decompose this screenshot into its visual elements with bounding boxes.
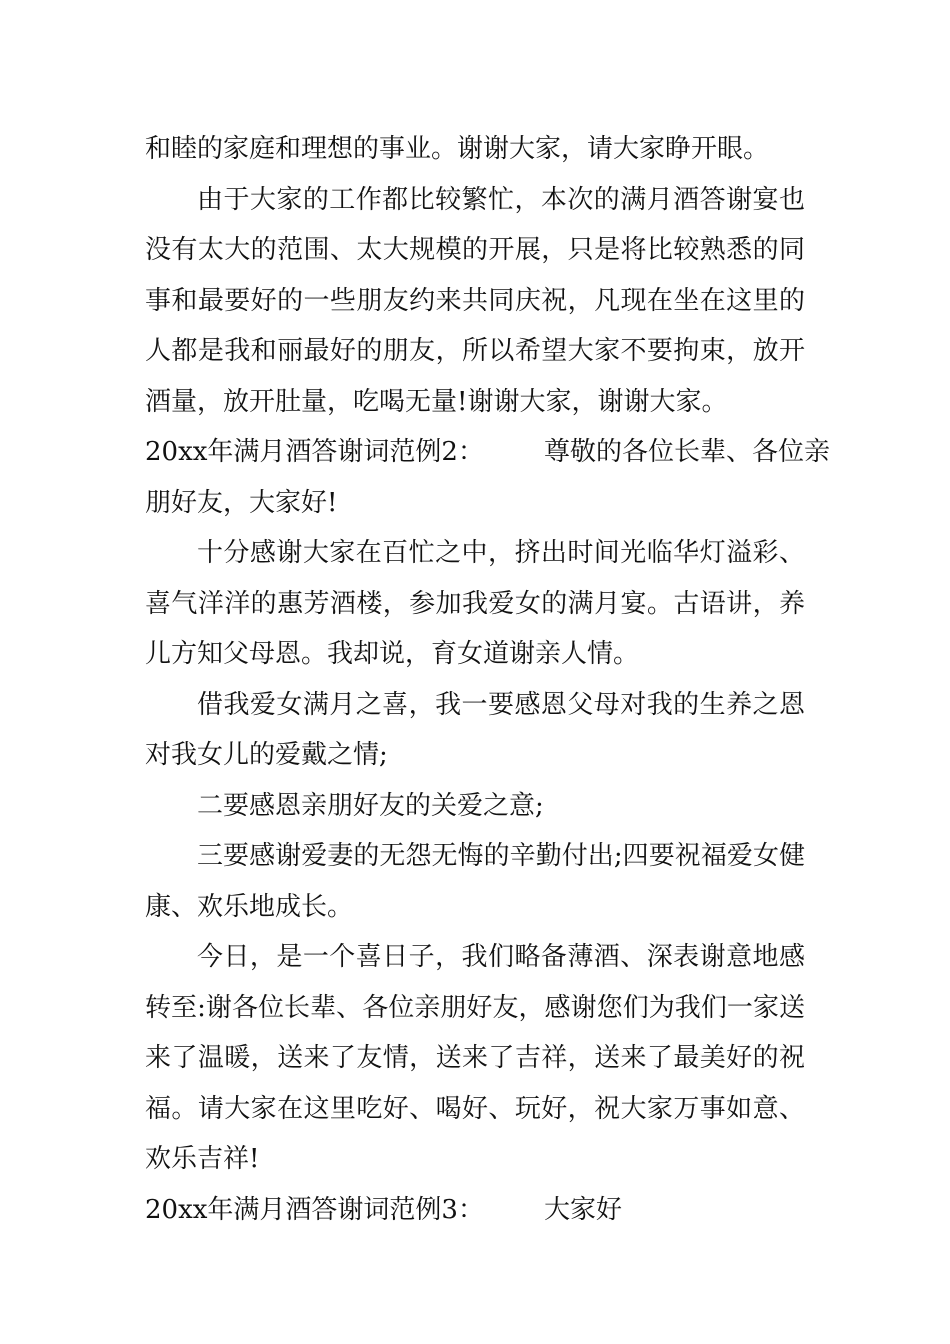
- document-body: [145, 124, 830, 1235]
- section-2-label: 20xx年满月酒答谢词范例2：: [145, 437, 484, 467]
- paragraph-blessing: 今日，是一个喜日子，我们略备薄酒、深表谢意地感转至:谢各位长辈、各位亲朋好友，感谢您们为我们一家送来了温暖，送来了友情，送来了吉祥，送来了最美好的祝福。请大家在这里吃好、喝好、玩好，祝大家万事如意、欢乐吉祥!: [145, 942, 805, 1174]
- paragraph-thanks-attendance: 十分感谢大家在百忙之中，挤出时间光临华灯溢彩、喜气洋洋的惠芳酒楼，参加我爱女的满月宴。古语讲，养儿方知父母恩。我却说，育女道谢亲人情。: [145, 538, 805, 669]
- paragraph-gratitude-wife: 三要感谢爱妻的无怨无悔的辛勤付出;四要祝福爱女健康、欢乐地成长。: [145, 841, 805, 922]
- section-2-heading: [145, 427, 830, 528]
- section-3-heading: [145, 1185, 805, 1236]
- section-2-continuation: 朋好友，大家好!: [145, 487, 338, 518]
- paragraph-gratitude-parents: 借我爱女满月之喜，我一要感恩父母对我的生养之恩对我女儿的爱戴之情;: [145, 689, 805, 770]
- paragraph-closing: 和睦的家庭和理想的事业。谢谢大家，请大家睁开眼。: [145, 134, 770, 164]
- section-3-label: 20xx年满月酒答谢词范例3：: [145, 1194, 484, 1225]
- paragraph-gratitude-friends: 二要感恩亲朋好友的关爱之意;: [197, 790, 544, 821]
- section-2-lead: 尊敬的各位长辈、各位亲: [543, 437, 830, 467]
- paragraph-banquet-scope: 由于大家的工作都比较繁忙，本次的满月酒答谢宴也没有太大的范围、太大规模的开展，只是将比较熟悉的同事和最要好的一些朋友约来共同庆祝，凡现在坐在这里的人都是我和丽最好的朋友，所以希望大家不要拘束，放开酒量，放开肚量，吃喝无量!谢谢大家，谢谢大家。: [145, 184, 805, 417]
- section-3-lead: 大家好: [543, 1194, 622, 1225]
